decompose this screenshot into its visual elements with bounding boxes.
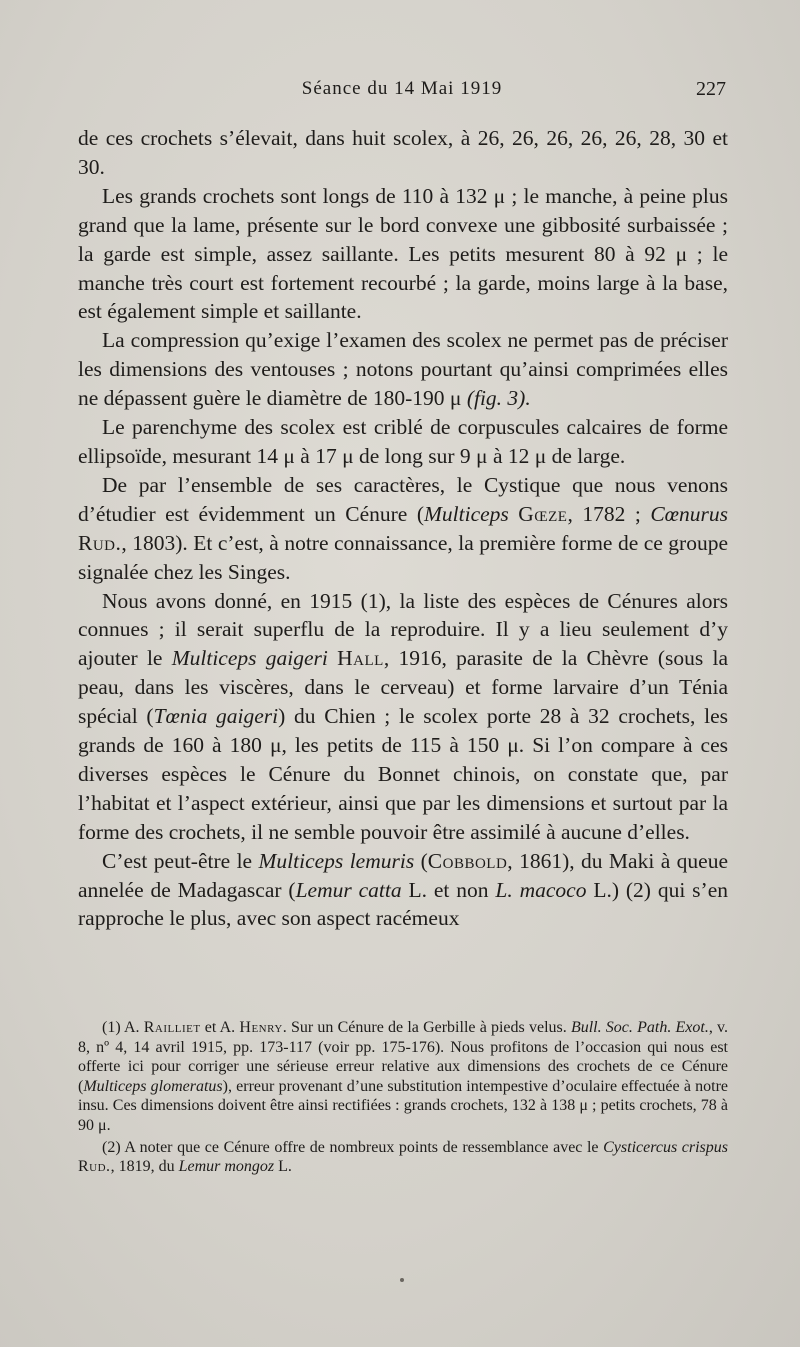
author-name: Railliet xyxy=(143,1019,201,1036)
paragraph-6: Nous avons donné, en 1915 (1), la liste des espèces de Cénures alors connues ; il serait superflu de la reproduire. Il y a lieu seulement d’y ajouter le Multiceps gaigeri Hall, 1916, parasite de la Chèvre (sous la peau, dans les viscères, dans le cerveau) et forme larvaire d’un Ténia spécial (Tœnia gaigeri) du Chien ; le scolex porte 28 à 32 crochets, les grands de 160 à 180 μ, les petits de 115 à 150 μ. Si l’on compare à ces diverses espèces le Cénure du Bonnet chinois, on constate que, par l’habitat et l’aspect extérieur, ainsi que par les dimensions et surtout par la forme des crochets, il ne semble pouvoir être assimilé à aucune d’elles. xyxy=(78,588,729,844)
taxon-name: Multiceps lemuris xyxy=(258,848,415,873)
author-name: Rud. xyxy=(78,530,122,555)
paragraph-3: La compression qu’exige l’examen des scolex ne permet pas de préciser les dimensions des ventouses ; notons pourtant qu’ainsi comprimées elles ne dépassent guère le diamètre de 180-190 μ (fig. 3). xyxy=(78,328,728,411)
paragraph-2: Les grands crochets sont longs de 110 à 132 μ ; le manche, à peine plus grand que la lame, présente sur le bord convexe une gibbosité surbaissée ; la garde est simple, assez saillante. Les petits mesurent 80 à 92 μ ; le manche très court est fortement recourbé ; la garde, moins large à la base, est également simple et saillante. xyxy=(78,183,728,324)
paragraph-4: Le parenchyme des scolex est criblé de corpuscules calcaires de forme ellipsoïde, mesurant 14 μ à 17 μ de long sur 9 μ à 12 μ de large. xyxy=(78,415,728,468)
figure-reference: (fig. 3). xyxy=(466,386,531,411)
taxon-name: Lemur mongoz xyxy=(178,1158,275,1176)
taxon-name: Multiceps glomeratus xyxy=(83,1077,223,1095)
page-number: 227 xyxy=(696,78,726,100)
footnote-1: (1) A. Railliet et A. Henry. Sur un Cénure de la Gerbille à pieds velus. Bull. Soc. Path. Exot., v. 8, nº 4, 14 avril 1915, pp. 173-117 (voir pp. 175-176). Nous profitons de l’occasion qui nous est offerte ici pour corriger une sérieuse erreur relative aux dimensions des crochets de ce Cénure (Multiceps glomeratus), erreur provenant d’une substitution intempestive d’oculaire effectuée à notre insu. Ces dimensions doivent être ainsi rectifiées : grands crochets, 132 à 138 μ ; petits crochets, 78 à 90 μ. xyxy=(78,1019,729,1134)
taxon-name: Lemur catta xyxy=(295,877,402,902)
paragraph-7: C’est peut-être le Multiceps lemuris (Cobbold, 1861), du Maki à queue annelée de Madagascar (Lemur catta L. et non L. macoco L.) (2) qui s’en rapproche le plus, avec son aspect racémeux xyxy=(78,848,728,931)
running-head: Séance du 14 Mai 1919 xyxy=(301,78,503,99)
ink-speck xyxy=(400,1278,404,1282)
author-name: Cobbold xyxy=(427,848,508,873)
taxon-name: Multiceps gaigeri xyxy=(171,646,328,671)
journal-title: Bull. Soc. Path. Exot. xyxy=(570,1019,709,1036)
taxon-name: Cysticercus crispus xyxy=(603,1138,728,1156)
footnotes xyxy=(78,1018,728,1177)
footnote-2: (2) A noter que ce Cénure offre de nombreux points de ressemblance avec le Cysticercus crispus Rud., 1819, du Lemur mongoz L. xyxy=(78,1138,728,1176)
author-name: Henry xyxy=(239,1019,283,1036)
taxon-name: Cœnurus xyxy=(650,501,728,526)
paragraph-1: de ces crochets s’élevait, dans huit scolex, à 26, 26, 26, 26, 26, 28, 30 et 30. xyxy=(78,126,728,179)
taxon-name: L. macoco xyxy=(495,877,587,902)
author-name: Hall xyxy=(337,646,384,671)
author-name: Gœze xyxy=(518,501,568,526)
paragraph-5: De par l’ensemble de ses caractères, le Cystique que nous venons d’étudier est évidemment un Cénure (Multiceps Gœze, 1782 ; Cœnurus Rud., 1803). Et c’est, à notre connaissance, la première forme de ce groupe signalée chez les Singes. xyxy=(78,472,728,584)
taxon-name: Multiceps xyxy=(423,501,509,526)
taxon-name: Tœnia gaigeri xyxy=(153,704,279,729)
body-text xyxy=(78,124,728,933)
page-header xyxy=(78,78,726,112)
author-name: Rud. xyxy=(78,1158,111,1176)
